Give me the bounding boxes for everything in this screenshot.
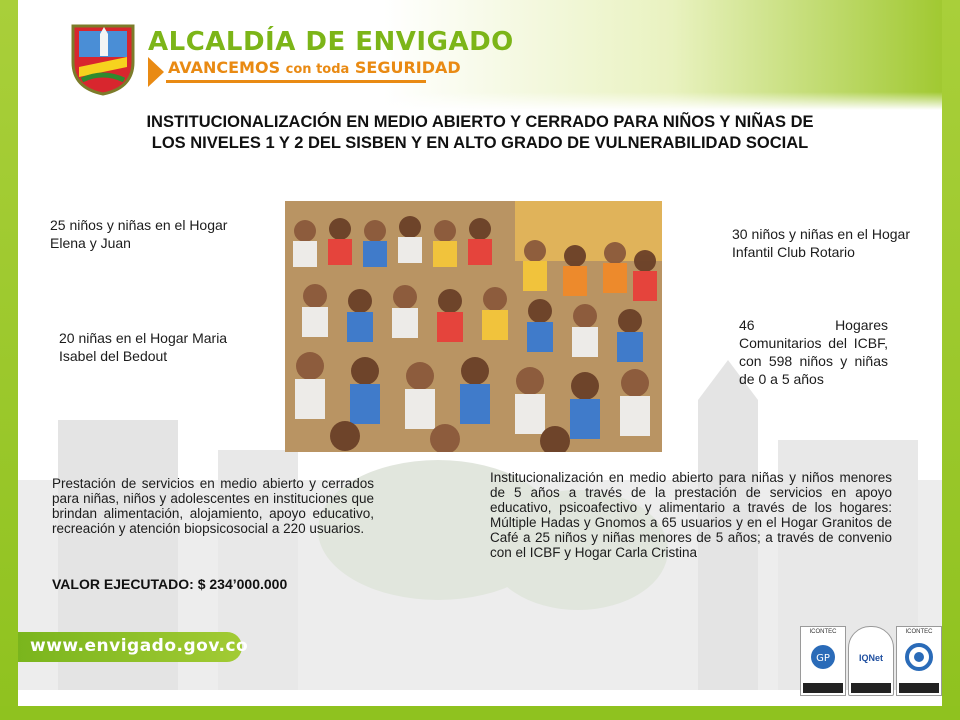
icontec-iso-certificate-badge [896,626,942,696]
caption-hogar-maria-isabel: 20 niñas en el Hogar Maria Isabel del Bedout [59,330,228,364]
logo-title: ALCALDÍA DE ENVIGADO [148,27,514,57]
left-paragraph: Prestación de servicios en medio abierto y cerrados para niñas, niños y adolescentes en instituciones que brindan alimentación, alojamiento, apoyo educativo, recreación y atención biopsicosocial a 220 usuarios. [52,476,374,536]
caption-hogares-comunitarios: 46 Hogares Comunitarios del ICBF, con 598 niños y niñas de 0 a 5 años [739,317,888,387]
logo-subtitle [168,58,461,77]
logo-subtitle-part3: SEGURIDAD [354,58,461,77]
logo-subtitle-part2: con toda [285,62,350,77]
gp-cert-icon [809,643,837,671]
iqnet-certificate-badge [848,626,894,696]
cert-bar-2 [851,683,891,693]
svg-text:GP: GP [816,653,830,664]
cert-label-2: IQNet [858,653,883,663]
valor-ejecutado: VALOR EJECUTADO: $ 234’000.000 [52,576,288,592]
bottom-frame [0,706,960,720]
logo-underline [166,80,426,83]
children-group-photo [285,201,662,452]
page-title [60,112,900,154]
cert-label-1: ICONTEC [809,629,837,635]
envigado-shield-logo [70,22,136,96]
title-line-1: INSTITUCIONALIZACIÓN EN MEDIO ABIERTO Y CERRADO PARA NIÑOS Y NIÑAS DE [146,113,814,131]
logo-subtitle-part1: AVANCEMOS [168,58,281,77]
icontec-certificate-badge [800,626,846,696]
icontec-swirl-icon [905,643,933,671]
logo-arrow-icon [146,57,166,87]
cert-bar-1 [803,683,843,693]
footer-url[interactable]: www.envigado.gov.co [30,636,249,656]
caption-hogar-elena-y-juan: 25 niños y niñas en el Hogar Elena y Juan [50,217,228,251]
title-line-2: LOS NIVELES 1 Y 2 DEL SISBEN Y EN ALTO GRADO DE VULNERABILIDAD SOCIAL [151,134,809,152]
right-paragraph: Institucionalización en medio abierto para niñas y niños menores de 5 años a través de la prestación de servicios en apoyo educativo, psicoafectivo y alimentario a través de los hogares: Múltiple Hadas y Gnomos a 65 usuarios y en el Hogar Granitos de Café a 25 niños y niñas menores de 5 años; a través de convenio con el ICBF y Hogar Carla Cristina [490,470,892,560]
cert-label-3: ICONTEC [905,629,933,635]
left-frame [0,0,18,720]
caption-club-rotario: 30 niños y niñas en el Hogar Infantil Club Rotario [732,226,910,260]
right-frame [942,0,960,720]
cert-bar-3 [899,683,939,693]
